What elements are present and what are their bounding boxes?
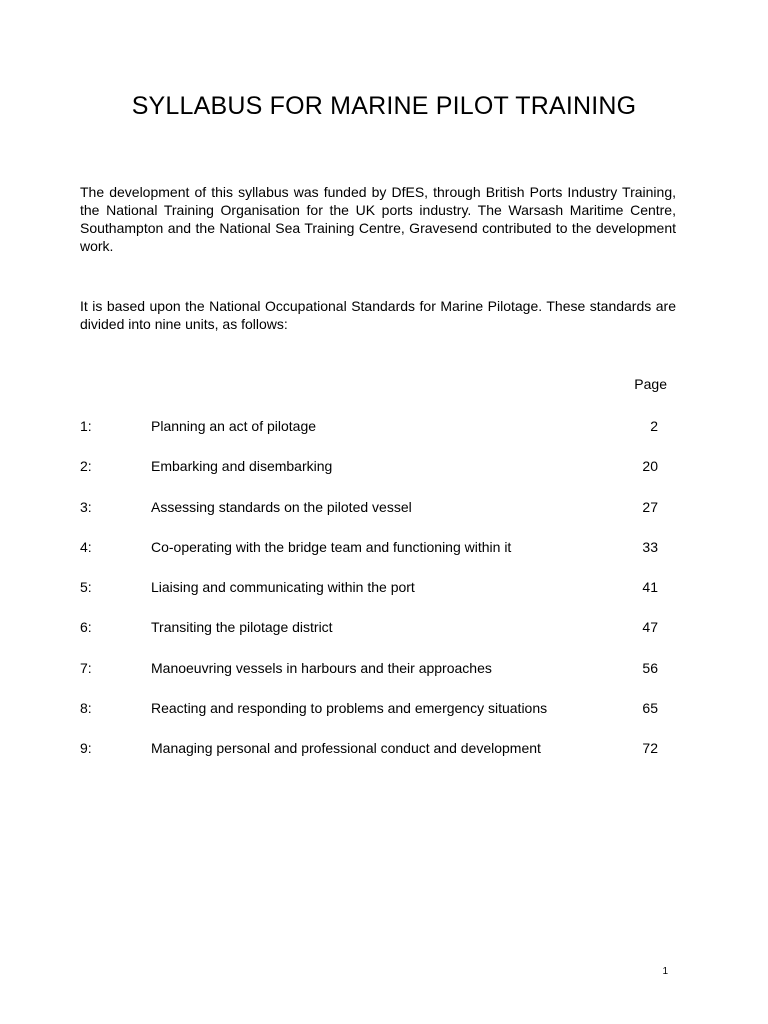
footer-page-number: 1 <box>662 966 668 977</box>
unit-page-number: 33 <box>642 538 658 555</box>
toc-row <box>80 659 680 699</box>
document-title: SYLLABUS FOR MARINE PILOT TRAINING <box>131 92 637 120</box>
unit-title: Planning an act of pilotage <box>151 418 317 434</box>
unit-title: Manoeuvring vessels in harbours and their approaches <box>151 659 492 676</box>
unit-title: Transiting the pilotage district <box>151 619 333 636</box>
unit-page-number: 2 <box>650 418 658 434</box>
unit-number: 4: <box>80 538 92 555</box>
unit-title: Co-operating with the bridge team and functioning within it <box>151 538 512 555</box>
unit-number: 2: <box>80 458 92 475</box>
unit-number: 6: <box>80 619 92 636</box>
toc-page-column-header: Page <box>634 376 667 392</box>
toc-row <box>80 618 680 658</box>
unit-title: Managing personal and professional conduct and development <box>151 740 541 757</box>
unit-number: 5: <box>80 579 92 596</box>
toc-row <box>80 457 680 497</box>
unit-title: Reacting and responding to problems and emergency situations <box>151 700 548 717</box>
unit-page-number: 65 <box>642 700 658 717</box>
unit-page-number: 20 <box>642 458 658 475</box>
intro-paragraph: The development of this syllabus was funded by DfES, through British Ports Industry Training, the National Training Organisation for the UK ports industry. The Warsash Maritime Centre, Southampton and the National Sea Training Centre, Gravesend contributed to the development work. <box>80 184 676 254</box>
toc-row <box>80 739 680 779</box>
unit-number: 8: <box>80 700 92 717</box>
toc-row <box>80 417 680 457</box>
unit-number: 1: <box>80 418 92 434</box>
toc-row <box>80 699 680 739</box>
unit-number: 7: <box>80 659 92 676</box>
unit-number: 9: <box>80 740 92 757</box>
unit-title: Liaising and communicating within the port <box>151 579 415 596</box>
toc-row <box>80 578 680 618</box>
unit-page-number: 41 <box>642 579 658 596</box>
unit-page-number: 72 <box>642 740 658 757</box>
unit-page-number: 27 <box>642 498 658 515</box>
toc-row <box>80 498 680 538</box>
unit-page-number: 56 <box>642 659 658 676</box>
units-table-of-contents <box>80 417 680 780</box>
unit-title: Embarking and disembarking <box>151 458 333 475</box>
unit-page-number: 47 <box>642 619 658 636</box>
toc-row <box>80 538 680 578</box>
unit-number: 3: <box>80 498 92 515</box>
unit-title: Assessing standards on the piloted vessel <box>151 498 412 515</box>
standards-paragraph: It is based upon the National Occupational Standards for Marine Pilotage. These standards are divided into nine units, as follows: <box>80 298 676 332</box>
